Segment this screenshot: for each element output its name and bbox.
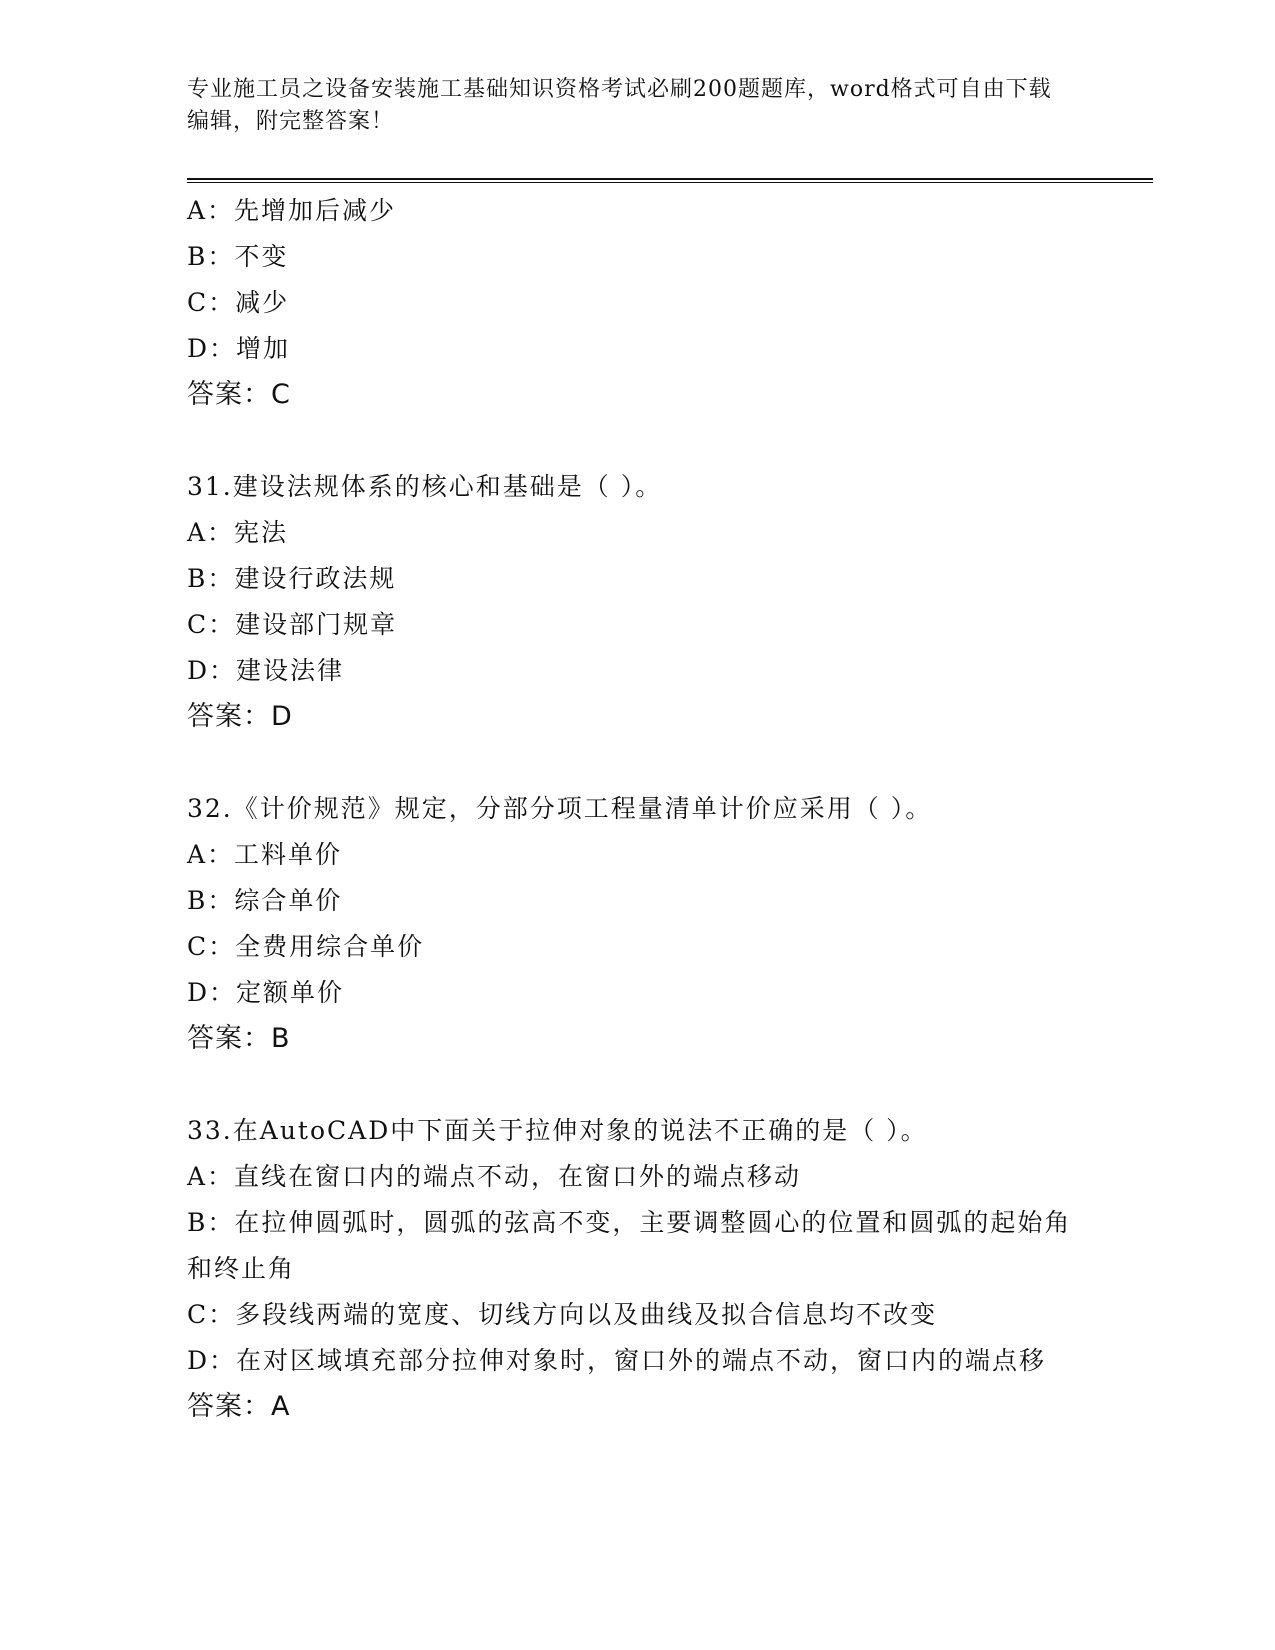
question-32 (187, 786, 1087, 1062)
question-stem: 32.《计价规范》规定，分部分项工程量清单计价应采用（ ）。 (187, 794, 933, 823)
option-c: C：多段线两端的宽度、切线方向以及曲线及拟合信息均不改变 (187, 1300, 938, 1329)
answer-line: 答案：A (187, 1391, 291, 1422)
header-title: 专业施工员之设备安装施工基础知识资格考试必刷200题题库，word格式可自由下载编辑，附完整答案！ (187, 77, 1052, 134)
answer-line: 答案：C (187, 379, 291, 410)
option-a: A：宪法 (187, 518, 289, 547)
option-d: D：在对区域填充部分拉伸对象时，窗口外的端点不动，窗口内的端点移 (187, 1346, 1047, 1375)
question-31 (187, 464, 1087, 740)
option-d: D：增加 (187, 334, 291, 363)
option-b: B：建设行政法规 (187, 564, 397, 593)
option-c: C：全费用综合单价 (187, 932, 425, 961)
header-divider (187, 178, 1153, 183)
option-a: A：先增加后减少 (187, 196, 397, 225)
question-30-tail (187, 188, 1087, 418)
question-list (187, 188, 1087, 1430)
option-d: D：定额单价 (187, 978, 345, 1007)
option-b: B：在拉伸圆弧时，圆弧的弦高不变，主要调整圆心的位置和圆弧的起始角和终止角 (187, 1208, 1072, 1283)
question-33 (187, 1108, 1087, 1430)
answer-line: 答案：D (187, 701, 293, 732)
question-stem: 33.在AutoCAD中下面关于拉伸对象的说法不正确的是（ ）。 (187, 1116, 928, 1145)
option-c: C：建设部门规章 (187, 610, 398, 639)
option-a: A：工料单价 (187, 840, 343, 869)
option-b: B：综合单价 (187, 886, 343, 915)
option-a: A：直线在窗口内的端点不动，在窗口外的端点移动 (187, 1162, 802, 1191)
option-c: C：减少 (187, 288, 290, 317)
answer-line: 答案：B (187, 1023, 291, 1054)
document-header (187, 74, 1067, 138)
option-d: D：建设法律 (187, 656, 345, 685)
option-b: B：不变 (187, 242, 289, 271)
question-stem: 31.建设法规体系的核心和基础是（ ）。 (187, 472, 663, 501)
